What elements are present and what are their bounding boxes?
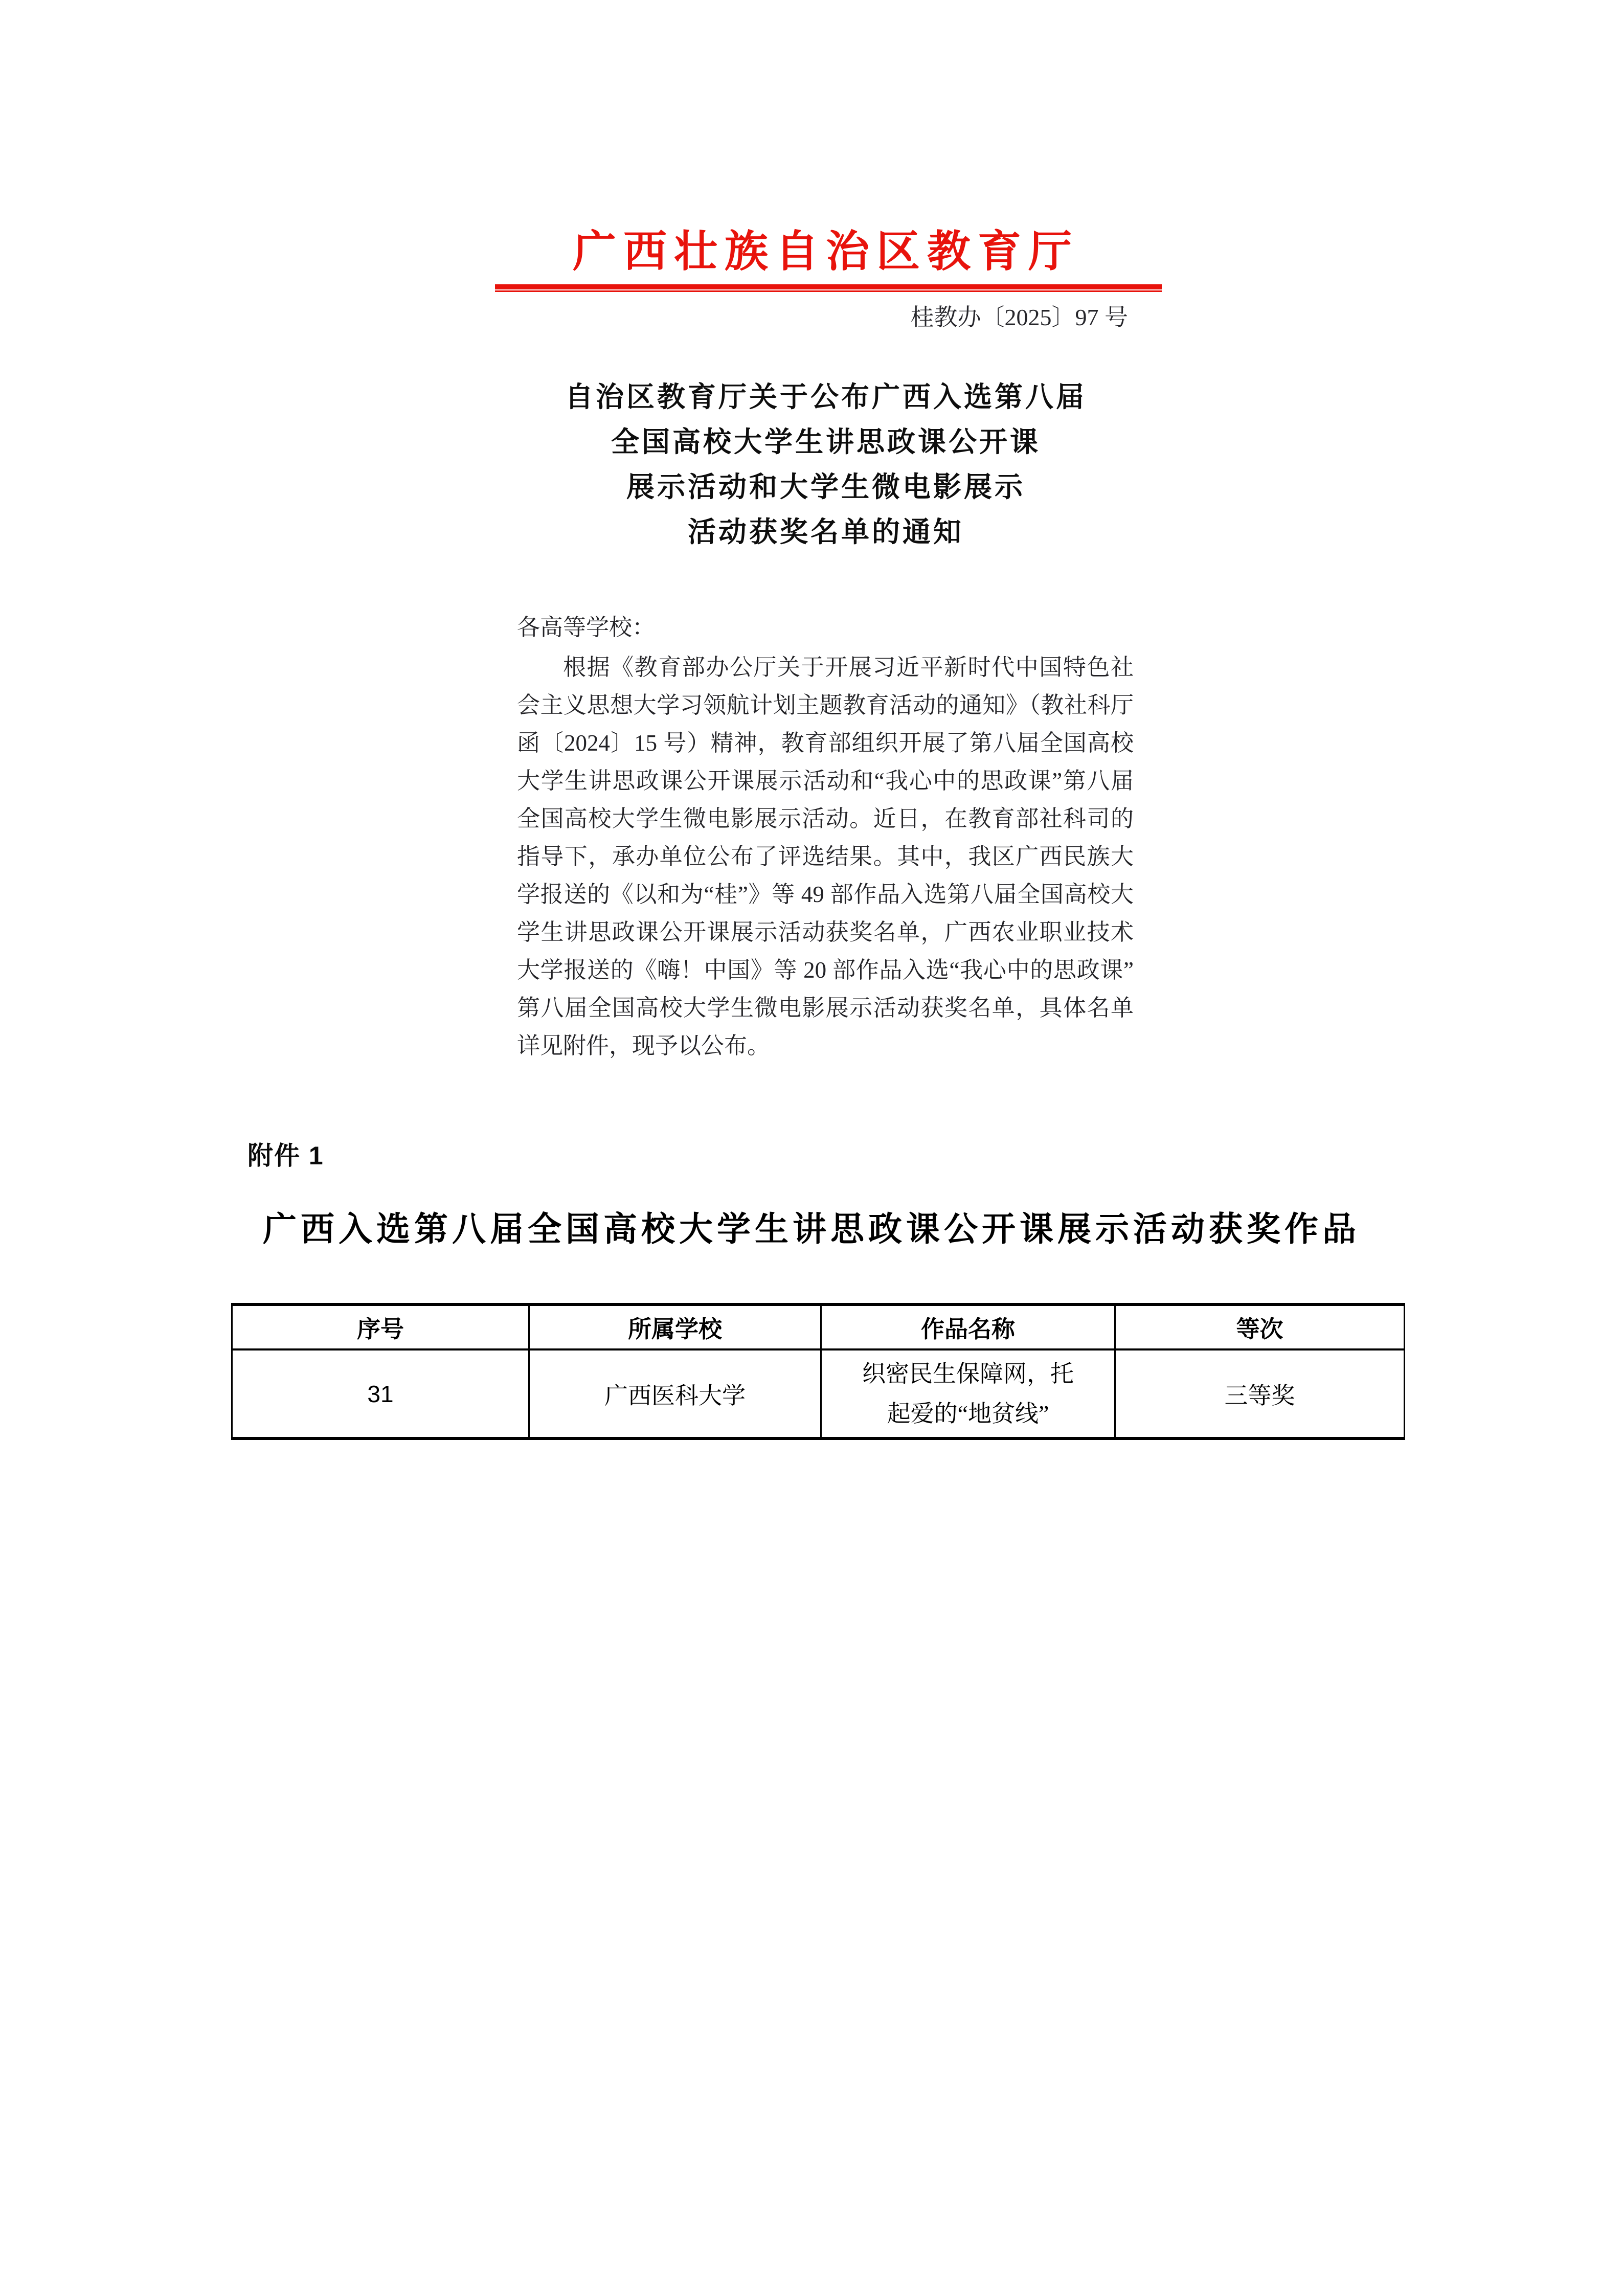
- notice-title-line-1: 自治区教育厅关于公布广西入选第八届: [565, 381, 1087, 413]
- table-row: [232, 1349, 1405, 1438]
- notice-title-line-2: 全国高校大学生讲思政课公开课: [611, 426, 1041, 458]
- notice-title-line-4: 活动获奖名单的通知: [687, 516, 964, 548]
- cell-award: 三等奖: [1224, 1382, 1295, 1409]
- notice-title: [486, 375, 1166, 555]
- cell-index: 31: [232, 1349, 529, 1438]
- cell-work-title: 织密民生保障网，托起爱的“地贫线”: [821, 1349, 1115, 1438]
- notice-title-line-3: 展示活动和大学生微电影展示: [626, 471, 1025, 503]
- attachment-label: 附件 1: [247, 1141, 324, 1170]
- body-paragraph: 根据《教育部办公厅关于开展习近平新时代中国特色社会主义思想大学习领航计划主题教育活动的通知》（教社科厅函〔2024〕15 号）精神，教育部组织开展了第八届全国高校大学生讲思政课公开课展示活动和“我心中的思政课”第八届全国高校大学生微电影展示活动。近日，在教育部社科司的指导下，承办单位公布了评选结果。其中，我区广西民族大学报送的《以和为“桂”》等 49 部作品入选第八届全国高校大学生讲思政课公开课展示活动获奖名单，广西农业职业技术大学报送的《嗨！中国》等 20 部作品入选“我心中的思政课”第八届全国高校大学生微电影展示活动获奖名单，具体名单详见附件，现予以公布。: [517, 655, 1134, 1059]
- salutation: 各高等学校：: [517, 615, 656, 640]
- cell-school: 广西医科大学: [529, 1349, 821, 1438]
- col-header-school: 所属学校: [529, 1304, 821, 1349]
- col-header-award: 等次: [1115, 1304, 1405, 1349]
- col-header-index: 序号: [232, 1304, 529, 1349]
- col-header-work-title: 作品名称: [821, 1304, 1115, 1349]
- letterhead-divider: [495, 284, 1162, 292]
- doc-number: 桂教办〔2025〕97 号: [910, 304, 1128, 330]
- awards-table: [231, 1303, 1405, 1440]
- letterhead-title: 广西壮族自治区教育厅: [572, 228, 1079, 276]
- appendix-title: 广西入选第八届全国高校大学生讲思政课公开课展示活动获奖作品: [263, 1210, 1360, 1248]
- table-header-row: [232, 1304, 1405, 1349]
